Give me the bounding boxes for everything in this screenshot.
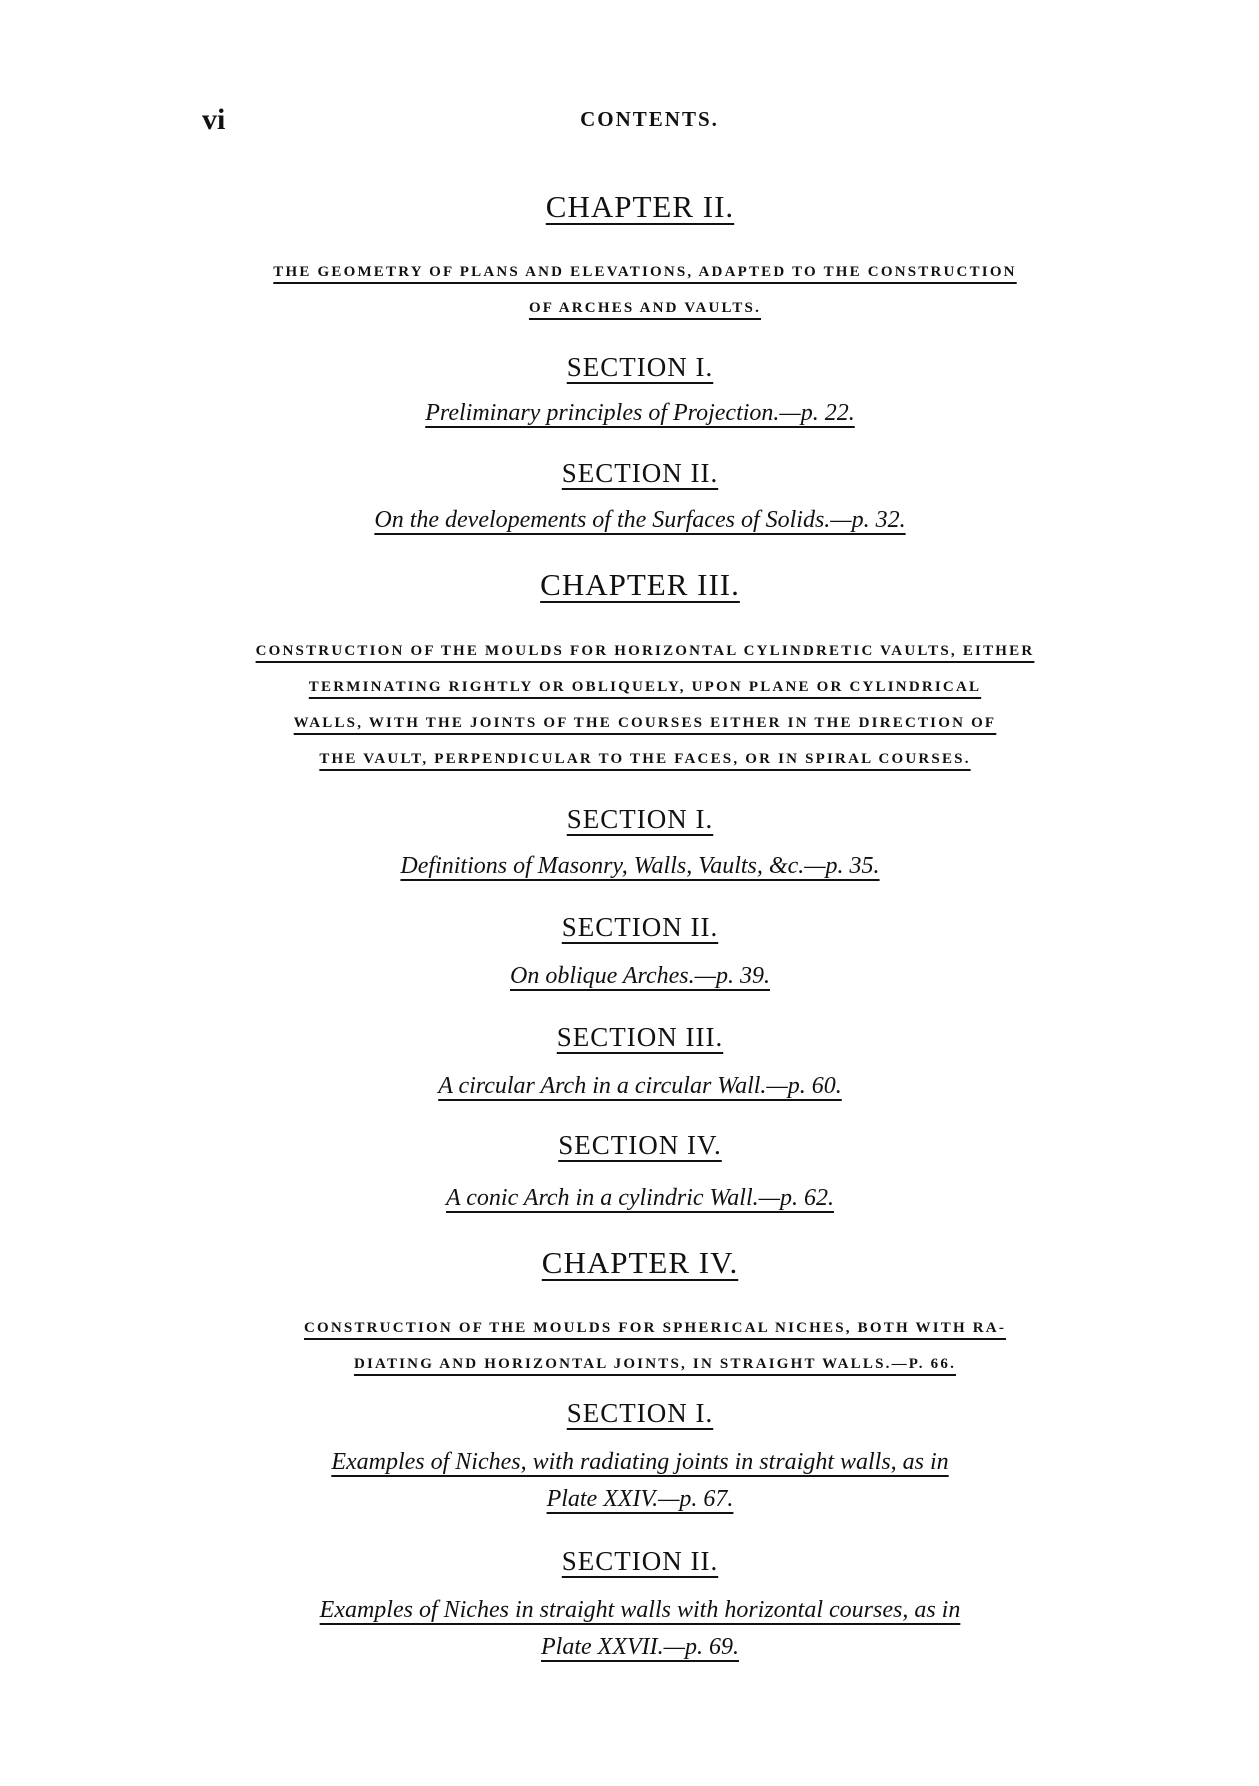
chapter-2-section-2-entry: On the developements of the Surfaces of Solids.—p. 32. [374,507,906,533]
chapter-2-section-1-entry: Preliminary principles of Projection.—p. 22. [425,400,855,426]
chapter-2-section-1-heading: SECTION I. [566,352,714,382]
page-header [0,103,1259,139]
chapter-4-section-2-heading: SECTION II. [561,1546,719,1576]
chapter-3-section-4-entry: A conic Arch in a cylindric Wall.—p. 62. [446,1185,834,1211]
chapter-3-section-4-heading: SECTION IV. [558,1130,722,1160]
chapter-4-section-2-entry: Examples of Niches in straight walls with horizontal courses, as in Plate XXVII.—p. 69. [319,1597,961,1660]
chapter-2-description: THE GEOMETRY OF PLANS AND ELEVATIONS, ADAPTED TO THE CONSTRUCTION OF ARCHES AND VAULTS. [273,264,1017,316]
chapter-4-section-1-heading: SECTION I. [566,1398,714,1428]
chapter-3-description: CONSTRUCTION OF THE MOULDS FOR HORIZONTAL CYLINDRETIC VAULTS, EITHER TERMINATING RIGHTLY OR OBLIQUELY, UPON PLANE OR CYLINDRICAL WALLS, WITH THE JOINTS OF THE COURSES EITHER IN THE DIRECTION OF THE VAULT, PERPENDICULAR TO THE FACES, OR IN SPIRAL COURSES. [255,643,1035,767]
chapter-3-section-1-heading: SECTION I. [566,804,714,834]
chapter-2-title: CHAPTER II. [545,189,735,224]
chapter-3-section-3-heading: SECTION III. [556,1022,724,1052]
chapter-2-section-2-heading: SECTION II. [561,458,719,488]
chapter-3-section-2-entry: On oblique Arches.—p. 39. [510,963,770,989]
chapter-4-section-1-entry: Examples of Niches, with radiating joints in straight walls, as in Plate XXIV.—p. 67. [331,1449,949,1512]
chapter-3-title: CHAPTER III. [540,567,740,602]
chapter-3-section-3-entry: A circular Arch in a circular Wall.—p. 60. [438,1073,842,1099]
folio-number: vi [202,103,226,136]
chapter-4-title: CHAPTER IV. [541,1245,739,1280]
chapter-3-section-2-heading: SECTION II. [561,912,719,942]
running-title: CONTENTS. [580,107,719,131]
chapter-3-section-1-entry: Definitions of Masonry, Walls, Vaults, &c.—p. 35. [400,853,880,879]
chapter-4-description: CONSTRUCTION OF THE MOULDS FOR SPHERICAL NICHES, BOTH WITH RA- DIATING AND HORIZONTAL JOINTS, IN STRAIGHT WALLS.—P. 66. [303,1320,1007,1372]
